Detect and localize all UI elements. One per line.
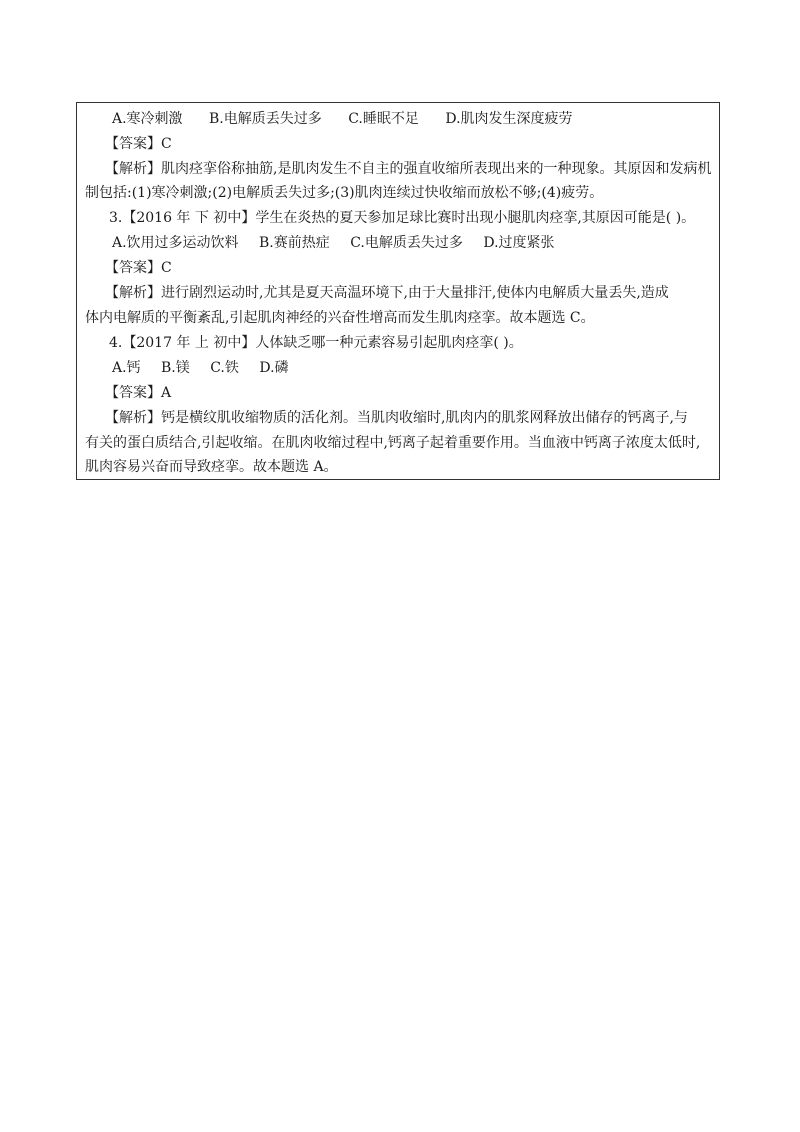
question-box bbox=[76, 102, 720, 480]
q3-stem: 3.【2016 年 下 初中】学生在炎热的夏天参加足球比赛时出现小腿肌肉痉挛,其原因可能是( )。 bbox=[109, 210, 696, 226]
q4-option-c: C.铁 bbox=[210, 360, 239, 376]
q4-option-a: A.钙 bbox=[112, 360, 141, 376]
q4-analysis-line-3: 肌肉容易兴奋而导致痉挛。故本题选 A。 bbox=[85, 459, 338, 475]
q4-option-d: D.磷 bbox=[259, 360, 289, 376]
q3-option-d: D.过度紧张 bbox=[483, 235, 555, 251]
q4-answer: 【答案】A bbox=[105, 385, 172, 401]
q3-option-c: C.电解质丢失过多 bbox=[350, 235, 463, 251]
q2-analysis-line-1: 【解析】肌肉痉挛俗称抽筋,是肌肉发生不自主的强直收缩所表现出来的一种现象。其原因和发病机 bbox=[105, 161, 712, 177]
q3-option-b: B.赛前热症 bbox=[259, 235, 330, 251]
q3-analysis-line-1: 【解析】进行剧烈运动时,尤其是夏天高温环境下,由于大量排汗,使体内电解质大量丢失,造成 bbox=[105, 285, 669, 301]
q4-option-b: B.镁 bbox=[161, 360, 190, 376]
q3-option-a: A.饮用过多运动饮料 bbox=[112, 235, 239, 251]
q2-answer: 【答案】C bbox=[105, 136, 172, 152]
q4-analysis-line-2: 有关的蛋白质结合,引起收缩。在肌肉收缩过程中,钙离子起着重要作用。当血液中钙离子浓度太低时, bbox=[85, 435, 701, 451]
q3-answer: 【答案】C bbox=[105, 260, 172, 276]
q2-options bbox=[112, 111, 573, 127]
q2-analysis-line-2: 制包括:(1)寒冷刺激;(2)电解质丢失过多;(3)肌肉连续过快收缩而放松不够;(4)疲劳。 bbox=[85, 185, 604, 201]
q2-option-a: A.寒冷刺激 bbox=[112, 111, 183, 127]
q3-analysis-line-2: 体内电解质的平衡紊乱,引起肌肉神经的兴奋性增高而发生肌肉痉挛。故本题选 C。 bbox=[85, 310, 595, 326]
q4-stem: 4.【2017 年 上 初中】人体缺乏哪一种元素容易引起肌肉痉挛( )。 bbox=[109, 335, 523, 351]
q2-option-c: C.睡眠不足 bbox=[348, 111, 419, 127]
q4-options bbox=[112, 360, 289, 376]
q2-option-d: D.肌肉发生深度疲劳 bbox=[445, 111, 573, 127]
q3-options bbox=[112, 235, 555, 251]
q4-analysis-line-1: 【解析】钙是横纹肌收缩物质的活化剂。当肌肉收缩时,肌肉内的肌浆网释放出储存的钙离子,与 bbox=[105, 410, 688, 426]
q2-option-b: B.电解质丢失过多 bbox=[209, 111, 322, 127]
